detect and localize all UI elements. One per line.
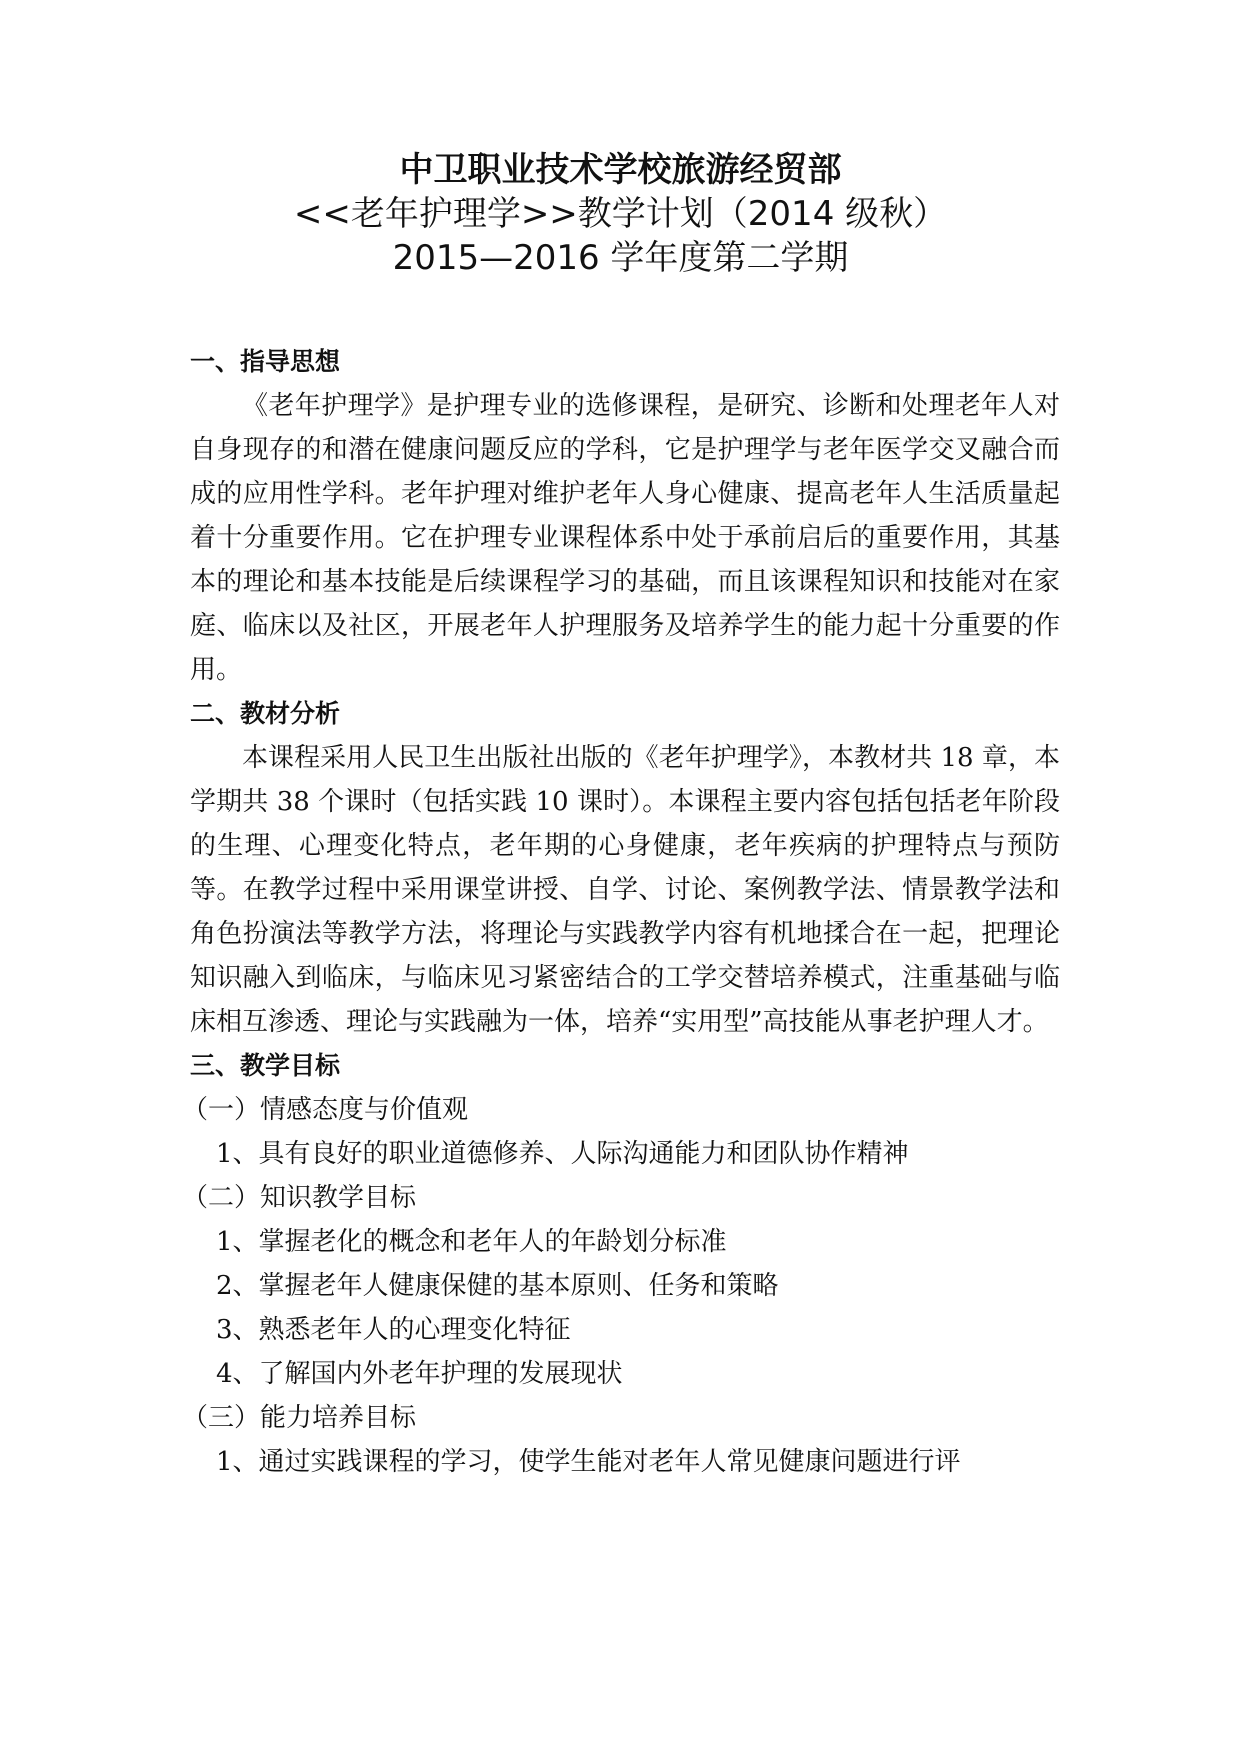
guiding-thought-paragraph: 《老年护理学》是护理专业的选修课程，是研究、诊断和处理老年人对自身现存的和潜在健康问题反应的学科，它是护理学与老年医学交叉融合而成的应用性学科。老年护理对维护老年人身心健康、提高老年人生活质量起着十分重要作用。它在护理专业课程体系中处于承前启后的重要作用，其基本的理论和基本技能是后续课程学习的基础，而且该课程知识和技能对在家庭、临床以及社区，开展老年人护理服务及培养学生的能力起十分重要的作用。 — [190, 391, 1060, 685]
document-title — [0, 148, 1241, 280]
list-item: 3、熟悉老年人的心理变化特征 — [216, 1315, 571, 1345]
textbook-analysis-paragraph: 本课程采用人民卫生出版社出版的《老年护理学》，本教材共 18 章，本学期共 38 个课时（包括实践 10 课时）。本课程主要内容包括包括老年阶段的生理、心理变化特点，老年期的心身健康，老年疾病的护理特点与预防等。在教学过程中采用课堂讲授、自学、讨论、案例教学法、情景教学法和角色扮演法等教学方法，将理论与实践教学内容有机地揉合在一起，把理论知识融入到临床，与临床见习紧密结合的工学交替培养模式，注重基础与临床相互渗透、理论与实践融为一体，培养“实用型”高技能从事老护理人才。 — [190, 743, 1060, 1037]
school-department-title: 中卫职业技术学校旅游经贸部 — [399, 150, 842, 190]
subsection-heading-attitude-values: （一）情感态度与价值观 — [182, 1095, 469, 1125]
subsection-heading-knowledge-goals: （二）知识教学目标 — [182, 1183, 417, 1213]
section-heading-textbook-analysis: 二、教材分析 — [190, 699, 341, 728]
list-item: 1、掌握老化的概念和老年人的年龄划分标准 — [216, 1227, 727, 1257]
list-item: 4、了解国内外老年护理的发展现状 — [216, 1359, 623, 1389]
subsection-heading-ability-goals: （三）能力培养目标 — [182, 1403, 417, 1433]
semester-title: 2015—2016 学年度第二学期 — [392, 238, 849, 278]
section-heading-guiding-thought: 一、指导思想 — [190, 347, 341, 376]
list-item: 1、通过实践课程的学习，使学生能对老年人常见健康问题进行评 — [216, 1447, 961, 1477]
plan-title: <<老年护理学>>教学计划（2014 级秋） — [293, 194, 948, 234]
document-body — [182, 340, 1060, 1484]
list-item: 1、具有良好的职业道德修养、人际沟通能力和团队协作精神 — [216, 1139, 909, 1169]
list-item: 2、掌握老年人健康保健的基本原则、任务和策略 — [216, 1271, 779, 1301]
section-heading-teaching-goals: 三、教学目标 — [190, 1051, 341, 1080]
